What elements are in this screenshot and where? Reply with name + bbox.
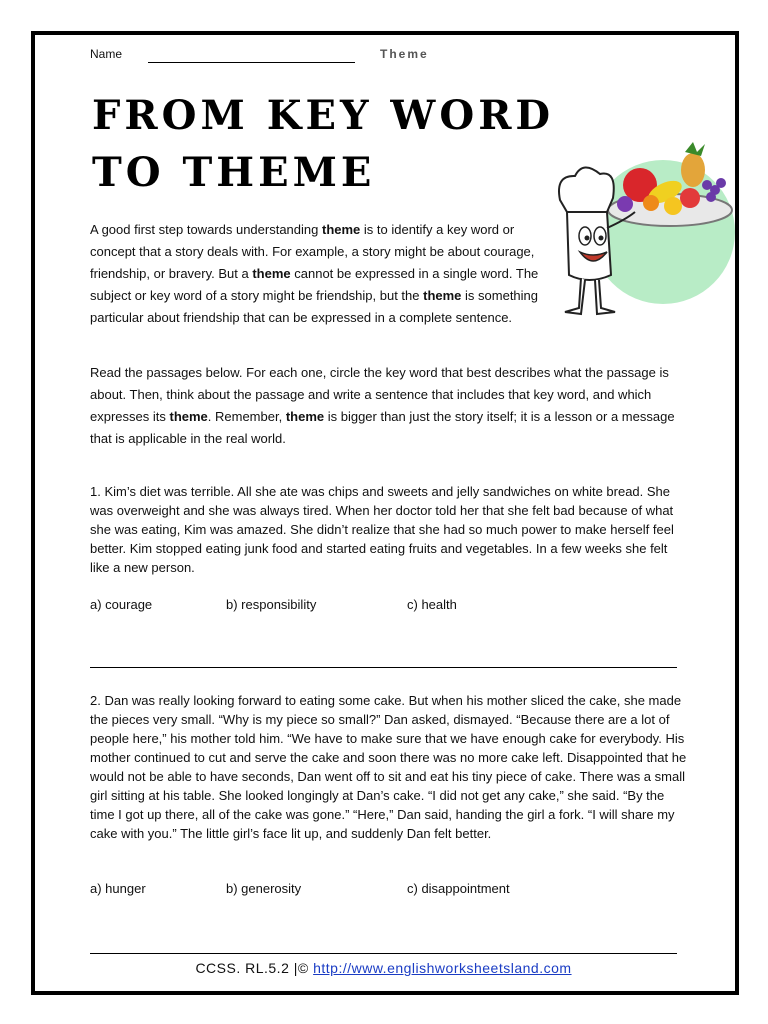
passage-2: 2. Dan was really looking forward to eating some cake. But when his mother sliced the cake, she made the pieces very small. “Why is my piece so small?” Dan asked, dismayed. “Because there are a lot of people here,” his mother told him. “We have to make sure that we have enough cake for everybody. His mother continued to cut and serve the cake and soon there was no more cake left. Disappointed that he would not be able to have seconds, Dan went off to sit and eat his tiny piece of cake. There was a small girl sitting at his table. She looked longingly at Dan’s cake. “I did not get any cake,” she said. “By the time I got up there, all of the cake was gone.” “Here,” Dan said, handing the girl a fork. “I will share my cake with you.” The little girl’s face lit up, and suddenly Dan felt better. <box>90 693 687 841</box>
page-title-line-1: FROM KEY WORD <box>92 92 555 139</box>
intro-paragraph: A good first step towards understanding theme is to identify a key word or concept that a story deals with. For example, a story might be about courage, friendship, or bravery. But a theme cannot be expressed in a single word. The subject or key word of a story might be friendship, but the theme is something particular about friendship that can be expressed in a complete sentence. <box>90 222 539 325</box>
instructions-paragraph: Read the passages below. For each one, circle the key word that best describes what the passage is about. Then, think about the passage and write a sentence that includes that key word, and which expresses its theme. Remember, theme is bigger than just the story itself; it is a lesson or a message that is applicable in the real world. <box>90 365 675 446</box>
footer-credit <box>90 960 677 976</box>
passage-2-option-b[interactable]: b) generosity <box>226 881 302 896</box>
name-write-line <box>148 62 355 63</box>
passage-1-option-b[interactable]: b) responsibility <box>226 597 317 612</box>
footer-website-link[interactable]: http://www.englishworksheetsland.com <box>313 960 572 976</box>
name-label: Name <box>90 47 123 61</box>
passage-1-option-a[interactable]: a) courage <box>90 597 153 612</box>
passage-2-option-c[interactable]: c) disappointment <box>407 881 510 896</box>
chef-with-fruit-platter-icon <box>545 140 735 330</box>
topic-label: Theme <box>380 47 429 61</box>
passage-1: 1. Kim’s diet was terrible. All she ate was chips and sweets and jelly sandwiches on white bread. She was overweight and she was always tired. When her doctor told her that she felt bad because of what she was eating, Kim was amazed. She didn’t realize that she had so much power to make herself feel better. Kim stopped eating junk food and started eating fruits and vegetables. In a few weeks she felt like a new person. <box>90 484 674 575</box>
footer-standard: CCSS. RL.5.2 |© <box>195 960 314 976</box>
passage-1-option-c[interactable]: c) health <box>407 597 457 612</box>
page-title-line-2: TO THEME <box>92 149 376 196</box>
passage-2-answer-line[interactable] <box>90 953 677 954</box>
passage-1-answer-line[interactable] <box>90 667 677 668</box>
passage-2-option-a[interactable]: a) hunger <box>90 881 146 896</box>
